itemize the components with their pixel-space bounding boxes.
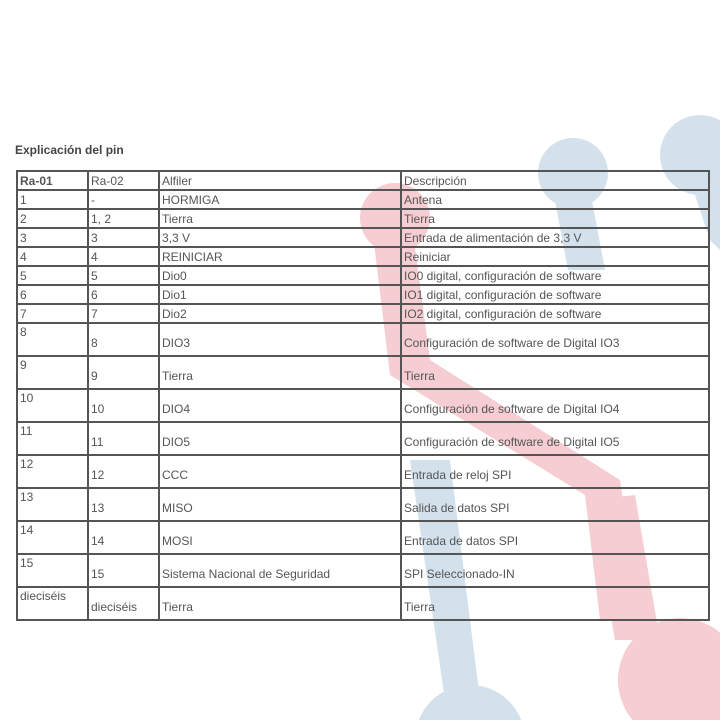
cell-description: IO2 digital, configuración de software — [401, 304, 709, 323]
cell-ra01: 4 — [17, 247, 88, 266]
cell-ra02: 6 — [88, 285, 159, 304]
cell-ra02: 5 — [88, 266, 159, 285]
cell-description: Tierra — [401, 587, 709, 620]
cell-ra01: 9 — [17, 356, 88, 389]
cell-description: Configuración de software de Digital IO4 — [401, 389, 709, 422]
cell-description: Salida de datos SPI — [401, 488, 709, 521]
table-row — [17, 521, 709, 554]
cell-description: Tierra — [401, 356, 709, 389]
table-row — [17, 190, 709, 209]
cell-ra01: 10 — [17, 389, 88, 422]
table-row — [17, 323, 709, 356]
cell-description: Tierra — [401, 209, 709, 228]
cell-ra01: 3 — [17, 228, 88, 247]
table-row — [17, 285, 709, 304]
table-row — [17, 266, 709, 285]
cell-pin: DIO3 — [159, 323, 401, 356]
table-row — [17, 554, 709, 587]
cell-ra02: 12 — [88, 455, 159, 488]
cell-pin: CCC — [159, 455, 401, 488]
cell-pin: MISO — [159, 488, 401, 521]
cell-description: Reiniciar — [401, 247, 709, 266]
pin-table — [16, 170, 710, 621]
cell-ra02: 10 — [88, 389, 159, 422]
cell-pin: Tierra — [159, 356, 401, 389]
cell-ra01: 1 — [17, 190, 88, 209]
cell-ra01: 6 — [17, 285, 88, 304]
table-row — [17, 389, 709, 422]
cell-ra02: dieciséis — [88, 587, 159, 620]
cell-description: Configuración de software de Digital IO3 — [401, 323, 709, 356]
cell-ra02: 15 — [88, 554, 159, 587]
cell-description: Entrada de alimentación de 3,3 V — [401, 228, 709, 247]
cell-ra02: 4 — [88, 247, 159, 266]
cell-description: SPI Seleccionado-IN — [401, 554, 709, 587]
cell-ra01: dieciséis — [17, 587, 88, 620]
cell-ra01: 5 — [17, 266, 88, 285]
cell-pin: HORMIGA — [159, 190, 401, 209]
table-row — [17, 488, 709, 521]
cell-pin: Tierra — [159, 587, 401, 620]
cell-pin: 3,3 V — [159, 228, 401, 247]
cell-ra02: 14 — [88, 521, 159, 554]
cell-ra01: 13 — [17, 488, 88, 521]
cell-ra01: 15 — [17, 554, 88, 587]
cell-ra01: 12 — [17, 455, 88, 488]
table-row — [17, 422, 709, 455]
table-row — [17, 356, 709, 389]
cell-pin: MOSI — [159, 521, 401, 554]
table-row — [17, 304, 709, 323]
cell-pin: DIO5 — [159, 422, 401, 455]
cell-ra01: 7 — [17, 304, 88, 323]
section-title: Explicación del pin — [15, 143, 124, 157]
table-header-row — [17, 171, 709, 190]
cell-ra02: 11 — [88, 422, 159, 455]
cell-description: Antena — [401, 190, 709, 209]
cell-ra01: 11 — [17, 422, 88, 455]
cell-pin: DIO4 — [159, 389, 401, 422]
cell-pin: Dio2 — [159, 304, 401, 323]
cell-pin: Tierra — [159, 209, 401, 228]
cell-description: Entrada de reloj SPI — [401, 455, 709, 488]
cell-ra02: 9 — [88, 356, 159, 389]
cell-pin: REINICIAR — [159, 247, 401, 266]
cell-pin: Dio0 — [159, 266, 401, 285]
table-row — [17, 587, 709, 620]
cell-ra02: 13 — [88, 488, 159, 521]
cell-pin: Sistema Nacional de Seguridad — [159, 554, 401, 587]
cell-description: IO0 digital, configuración de software — [401, 266, 709, 285]
header-ra02: Ra-02 — [88, 171, 159, 190]
header-pin: Alfiler — [159, 171, 401, 190]
cell-ra01: 14 — [17, 521, 88, 554]
cell-ra02: 3 — [88, 228, 159, 247]
table-row — [17, 209, 709, 228]
table-row — [17, 455, 709, 488]
header-ra01: Ra-01 — [17, 171, 88, 190]
cell-description: Configuración de software de Digital IO5 — [401, 422, 709, 455]
cell-ra02: 7 — [88, 304, 159, 323]
header-description: Descripción — [401, 171, 709, 190]
cell-ra02: - — [88, 190, 159, 209]
cell-description: Entrada de datos SPI — [401, 521, 709, 554]
cell-ra02: 1, 2 — [88, 209, 159, 228]
table-row — [17, 228, 709, 247]
cell-pin: Dio1 — [159, 285, 401, 304]
cell-ra01: 2 — [17, 209, 88, 228]
table-row — [17, 247, 709, 266]
cell-ra02: 8 — [88, 323, 159, 356]
cell-ra01: 8 — [17, 323, 88, 356]
cell-description: IO1 digital, configuración de software — [401, 285, 709, 304]
